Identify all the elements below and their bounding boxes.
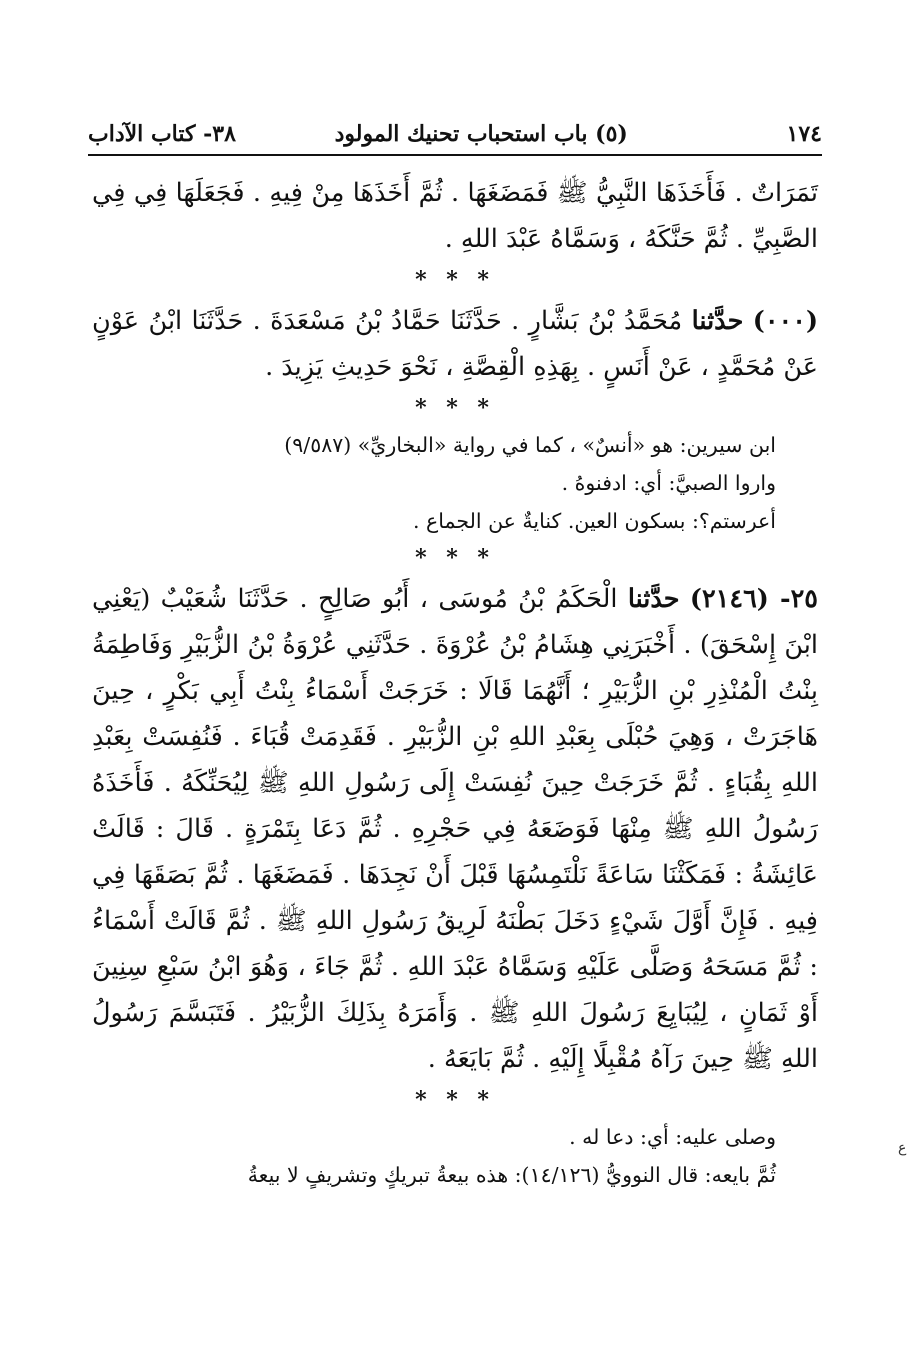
commentary-note: ثُمَّ بايعه: قال النوويُّ (١٤/١٢٦): هذه بيعةُ تبريكٍ وتشريفٍ لا بيعةُ	[247, 1163, 776, 1187]
header-rule	[88, 154, 822, 156]
hadith-number: ٢٥- (٢١٤٦)	[689, 584, 818, 614]
page-number: ١٧٤	[786, 121, 822, 147]
hadith-paragraph	[92, 298, 818, 390]
separator-stars: * * *	[415, 545, 495, 571]
separator-stars: * * *	[415, 395, 495, 421]
commentary-notes	[92, 1118, 818, 1194]
commentary-note: وصلى عليه: أي: دعا له .	[569, 1125, 776, 1149]
hadith-text: الْحَكَمُ بْنُ مُوسَى ، أَبُو صَالِحٍ . حَدَّثَنَا شُعَيْبٌ (يَعْنِي ابْنَ إِسْحَقَ) . أَخْبَرَنِي هِشَامُ بْنُ عُرْوَةَ . حَدَّثَنِي عُرْوَةُ بْنُ الزُّبَيْرِ وَفَاطِمَةُ بِنْتُ الْمُنْذِرِ بْنِ الزُّبَيْرِ ؛ أَنَّهُمَا قَالَا : خَرَجَتْ أَسْمَاءُ بِنْتُ أَبِي بَكْرٍ ، حِينَ هَاجَرَتْ ، وَهِيَ حُبْلَى بِعَبْدِ اللهِ بْنِ الزُّبَيْرِ . فَقَدِمَتْ قُبَاءَ . فَنُفِسَتْ بِعَبْدِ اللهِ بِقُبَاءٍ . ثُمَّ خَرَجَتْ حِينَ نُفِسَتْ إِلَى رَسُولِ اللهِ ﷺ لِيُحَنِّكَهُ . فَأَخَذَهُ رَسُولُ اللهِ ﷺ مِنْهَا فَوَضَعَهُ فِي حَجْرِهِ . ثُمَّ دَعَا بِتَمْرَةٍ . قَالَ : قَالَتْ عَائِشَةُ : فَمَكَثْنَا سَاعَةً نَلْتَمِسُهَا قَبْلَ أَنْ نَجِدَهَا . فَمَضَغَهَا . ثُمَّ بَصَقَهَا فِي فِيهِ . فَإِنَّ أَوَّلَ شَيْءٍ دَخَلَ بَطْنَهُ لَرِيقُ رَسُولِ اللهِ ﷺ . ثُمَّ قَالَتْ أَسْمَاءُ : ثُمَّ مَسَحَهُ وَصَلَّى عَلَيْهِ وَسَمَّاهُ عَبْدَ اللهِ . ثُمَّ جَاءَ ، وَهُوَ ابْنُ سَبْعِ سِنِينَ أَوْ ثَمَانٍ ، لِيُبَايِعَ رَسُولَ اللهِ ﷺ . وَأَمَرَهُ بِذَلِكَ الزُّبَيْرُ . فَتَبَسَّمَ رَسُولُ اللهِ ﷺ حِينَ رَآهُ مُقْبِلًا إِلَيْهِ . ثُمَّ بَايَعَهُ .	[92, 584, 818, 1074]
commentary-note: ابن سيرين: هو «أنسٌ» ، كما في رواية «البخاريِّ» (٩/٥٨٧)	[284, 433, 776, 457]
commentary-note: أعرستم؟: بسكون العين. كنايةٌ عن الجماع .	[413, 509, 776, 533]
book-title: ٣٨- كتاب الآداب	[88, 121, 236, 147]
margin-mark: ع	[898, 1140, 907, 1156]
hadith-number: (٠٠٠)	[752, 306, 819, 336]
hadith-lead-word: حدَّثنا	[627, 584, 680, 614]
hadith-paragraph	[92, 576, 818, 1082]
running-header	[88, 116, 822, 152]
separator-stars: * * *	[415, 267, 495, 293]
commentary-note: واروا الصبيَّ: أي: ادفنوهُ .	[561, 471, 776, 495]
separator-stars: * * *	[415, 1087, 495, 1113]
section-title: (٥) باب استحباب تحنيك المولود	[334, 121, 628, 147]
commentary-notes	[92, 426, 818, 540]
hadith-lead-word: حدَّثنا	[691, 306, 744, 336]
main-text	[92, 170, 818, 1194]
hadith-continuation: تَمَرَاتٌ . فَأَخَذَهَا النَّبِيُّ ﷺ فَمَضَغَهَا . ثُمَّ أَخَذَهَا مِنْ فِيهِ . فَجَعَلَهَا فِي فِي الصَّبِيِّ . ثُمَّ حَنَّكَهُ ، وَسَمَّاهُ عَبْدَ اللهِ .	[92, 178, 818, 254]
hadith-text: مُحَمَّدُ بْنُ بَشَّارٍ . حَدَّثَنَا حَمَّادُ بْنُ مَسْعَدَةَ . حَدَّثَنَا ابْنُ عَوْنٍ عَنْ مُحَمَّدٍ ، عَنْ أَنَسٍ . بِهَذِهِ الْقِصَّةِ ، نَحْوَ حَدِيثِ يَزِيدَ .	[92, 306, 818, 382]
